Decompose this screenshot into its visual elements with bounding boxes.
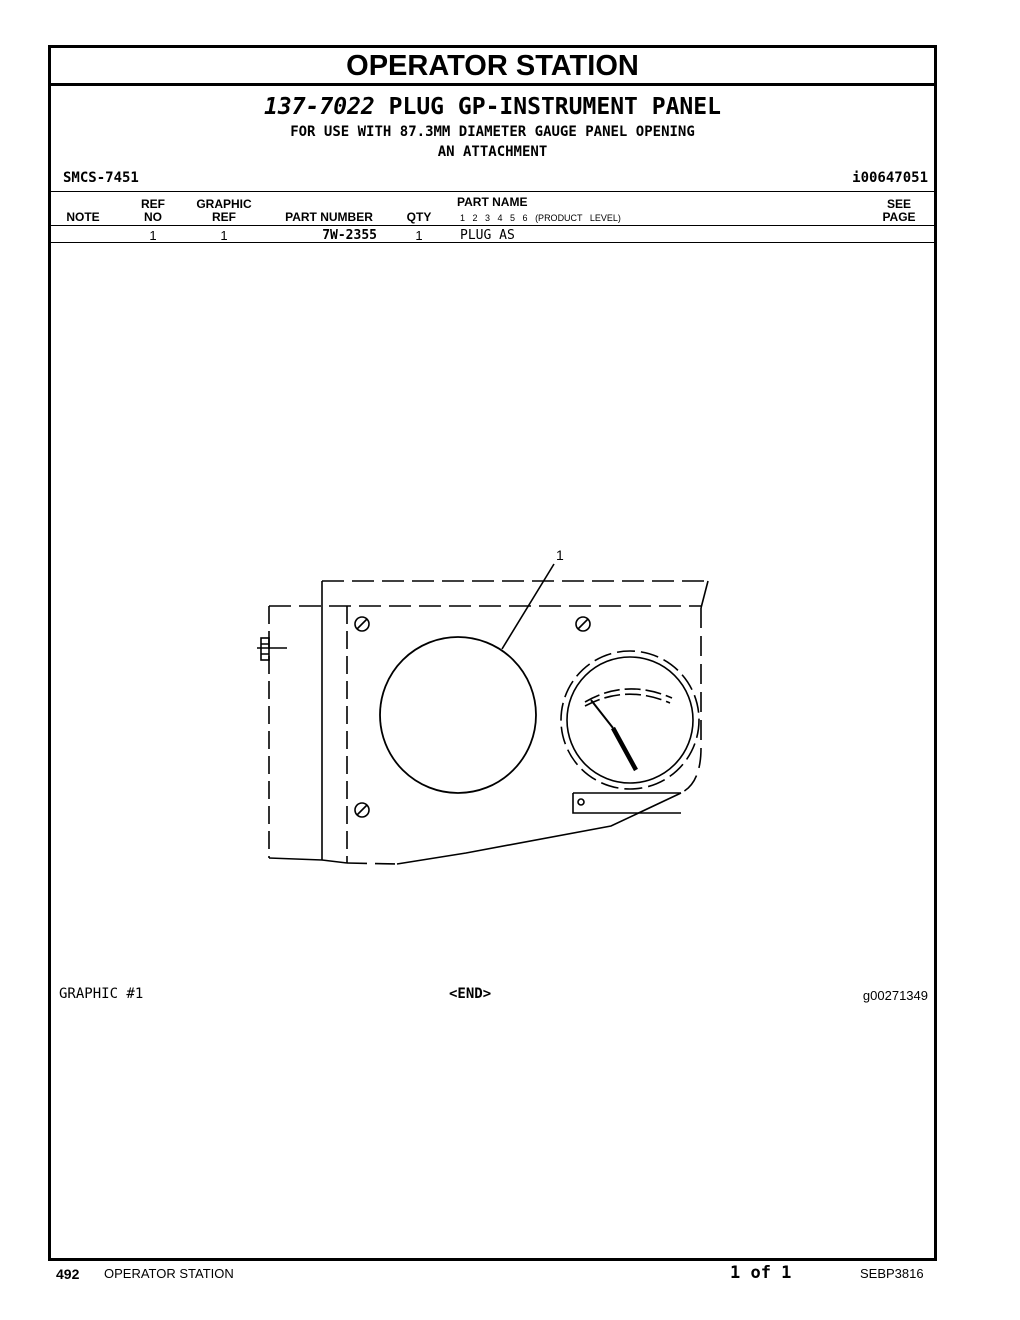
col-qty: QTY [406, 210, 432, 224]
doc-code: SEBP3816 [860, 1266, 924, 1281]
col-note: NOTE [66, 210, 100, 224]
col-graphic-ref-bottom: REF [212, 210, 236, 224]
product-level-label: (PRODUCT LEVEL) [535, 213, 621, 223]
end-marker: <END> [449, 986, 492, 1002]
product-level-numbers: 1 2 3 4 5 6 [460, 213, 528, 223]
part-group-number: 137-7022 [264, 94, 375, 120]
footer-section: OPERATOR STATION [104, 1266, 234, 1281]
row-part-name: PLUG AS [460, 228, 515, 243]
col-ref-no-bottom: NO [144, 210, 162, 224]
page-of: 1 of 1 [730, 1263, 792, 1283]
part-group-title: PLUG GP-INSTRUMENT PANEL [388, 94, 721, 120]
instrument-panel-drawing [51, 48, 934, 1258]
row-part-number: 7W-2355 [322, 228, 377, 243]
subtitle-usage: FOR USE WITH 87.3MM DIAMETER GAUGE PANEL OPENING [290, 124, 695, 140]
col-part-name: PART NAME [457, 195, 528, 209]
row-qty: 1 [415, 228, 423, 243]
graphic-id: g00271349 [862, 988, 928, 1003]
section-title: OPERATOR STATION [51, 48, 934, 86]
graphic-label: GRAPHIC #1 [59, 986, 144, 1002]
document-identifier: i00647051 [852, 170, 928, 186]
col-see-page-top: SEE [886, 197, 911, 211]
callout-label: 1 [556, 547, 564, 563]
row-graphic-ref: 1 [220, 228, 228, 243]
col-ref-no-top: REF [141, 197, 165, 211]
col-graphic-ref-top: GRAPHIC [196, 197, 252, 211]
col-part-number: PART NUMBER [285, 210, 373, 224]
page-number: 492 [56, 1266, 80, 1282]
smcs-code: SMCS-7451 [63, 170, 139, 186]
row-ref-no: 1 [149, 228, 157, 243]
col-see-page-bottom: PAGE [882, 210, 916, 224]
subtitle-attachment: AN ATTACHMENT [437, 144, 548, 160]
page-frame [48, 45, 937, 1261]
